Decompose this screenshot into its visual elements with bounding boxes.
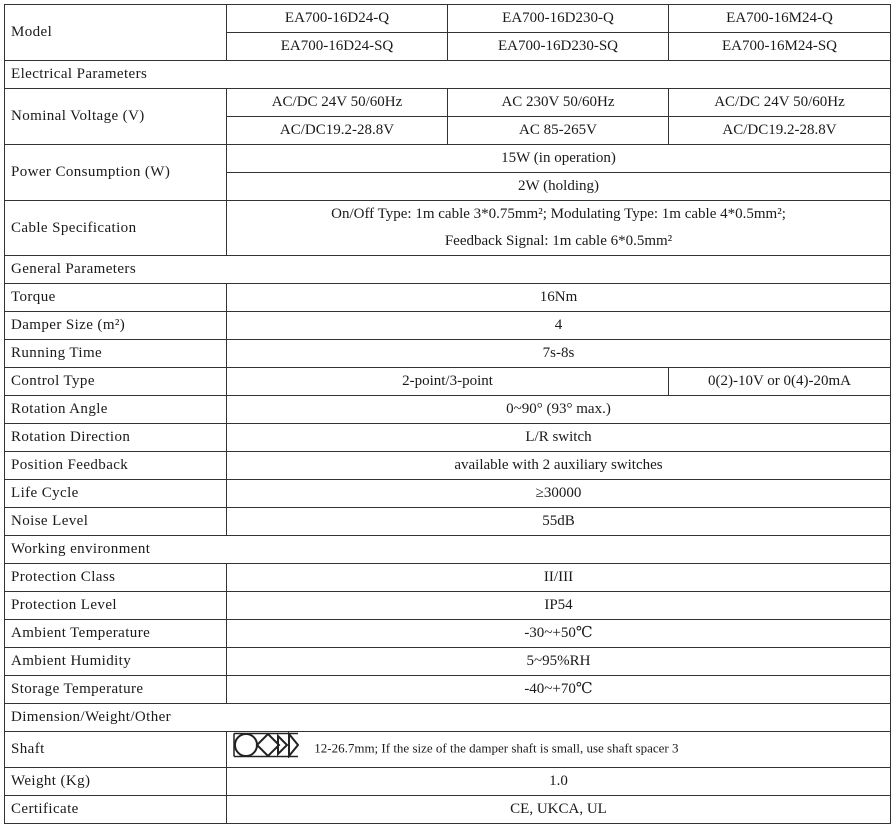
noise-level-row <box>5 508 891 536</box>
cable-row <box>5 201 891 256</box>
weight-row <box>5 768 891 796</box>
model-cell: EA700-16D230-SQ <box>448 33 669 61</box>
spec-sheet <box>4 4 891 824</box>
shaft-profile-icon <box>233 732 299 767</box>
model-row <box>5 5 891 33</box>
nominal-voltage-label: Nominal Voltage (V) <box>5 89 227 145</box>
rotation-direction-label: Rotation Direction <box>5 424 227 452</box>
position-feedback-label: Position Feedback <box>5 452 227 480</box>
voltage-cell: AC/DC 24V 50/60Hz <box>669 89 891 117</box>
ambient-temperature-value: -30~+50℃ <box>227 620 891 648</box>
section-header-dimension: Dimension/Weight/Other <box>5 704 891 732</box>
running-time-label: Running Time <box>5 340 227 368</box>
cable-line-1: On/Off Type: 1m cable 3*0.75mm²; Modulating Type: 1m cable 4*0.5mm²; <box>331 206 786 222</box>
ambient-humidity-row <box>5 648 891 676</box>
model-cell: EA700-16D24-SQ <box>227 33 448 61</box>
voltage-cell: AC/DC19.2-28.8V <box>227 117 448 145</box>
torque-value: 16Nm <box>227 284 891 312</box>
certificate-value: CE, UKCA, UL <box>227 796 891 824</box>
power-row <box>5 145 891 173</box>
shaft-row <box>5 732 891 768</box>
control-type-label: Control Type <box>5 368 227 396</box>
protection-level-value: IP54 <box>227 592 891 620</box>
protection-class-label: Protection Class <box>5 564 227 592</box>
storage-temperature-label: Storage Temperature <box>5 676 227 704</box>
section-header-general: General Parameters <box>5 256 891 284</box>
section-header-electrical: Electrical Parameters <box>5 61 891 89</box>
cable-label: Cable Specification <box>5 201 227 256</box>
life-cycle-value: ≥30000 <box>227 480 891 508</box>
control-type-row <box>5 368 891 396</box>
rotation-angle-row <box>5 396 891 424</box>
section-row <box>5 256 891 284</box>
model-cell: EA700-16D24-Q <box>227 5 448 33</box>
rotation-direction-value: L/R switch <box>227 424 891 452</box>
certificate-row <box>5 796 891 824</box>
rotation-angle-label: Rotation Angle <box>5 396 227 424</box>
weight-value: 1.0 <box>227 768 891 796</box>
protection-class-row <box>5 564 891 592</box>
control-type-value-b: 0(2)-10V or 0(4)-20mA <box>669 368 891 396</box>
voltage-cell: AC/DC19.2-28.8V <box>669 117 891 145</box>
control-type-value-a: 2-point/3-point <box>227 368 669 396</box>
section-row <box>5 61 891 89</box>
voltage-cell: AC/DC 24V 50/60Hz <box>227 89 448 117</box>
ambient-temperature-label: Ambient Temperature <box>5 620 227 648</box>
cable-value <box>227 201 891 256</box>
section-row <box>5 704 891 732</box>
rotation-angle-value: 0~90° (93° max.) <box>227 396 891 424</box>
voltage-cell: AC 85-265V <box>448 117 669 145</box>
storage-temperature-value: -40~+70℃ <box>227 676 891 704</box>
section-row <box>5 536 891 564</box>
protection-level-label: Protection Level <box>5 592 227 620</box>
shaft-value-cell <box>227 732 891 768</box>
power-label: Power Consumption (W) <box>5 145 227 201</box>
weight-label: Weight (Kg) <box>5 768 227 796</box>
noise-level-label: Noise Level <box>5 508 227 536</box>
damper-size-value: 4 <box>227 312 891 340</box>
cable-line-2: Feedback Signal: 1m cable 6*0.5mm² <box>444 233 673 249</box>
position-feedback-value: available with 2 auxiliary switches <box>227 452 891 480</box>
protection-class-value: II/III <box>227 564 891 592</box>
torque-row <box>5 284 891 312</box>
ambient-temperature-row <box>5 620 891 648</box>
life-cycle-row <box>5 480 891 508</box>
position-feedback-row <box>5 452 891 480</box>
power-holding: 2W (holding) <box>227 173 891 201</box>
model-label: Model <box>5 5 227 61</box>
shaft-label: Shaft <box>5 732 227 768</box>
damper-size-row <box>5 312 891 340</box>
storage-temperature-row <box>5 676 891 704</box>
noise-level-value: 55dB <box>227 508 891 536</box>
running-time-value: 7s-8s <box>227 340 891 368</box>
nominal-voltage-row <box>5 89 891 117</box>
power-operation: 15W (in operation) <box>227 145 891 173</box>
voltage-cell: AC 230V 50/60Hz <box>448 89 669 117</box>
shaft-value: 12-26.7mm; If the size of the damper shaft is small, use shaft spacer 3 <box>314 740 679 756</box>
ambient-humidity-value: 5~95%RH <box>227 648 891 676</box>
model-cell: EA700-16M24-SQ <box>669 33 891 61</box>
running-time-row <box>5 340 891 368</box>
torque-label: Torque <box>5 284 227 312</box>
model-cell: EA700-16D230-Q <box>448 5 669 33</box>
section-header-working: Working environment <box>5 536 891 564</box>
rotation-direction-row <box>5 424 891 452</box>
damper-size-label: Damper Size (m²) <box>5 312 227 340</box>
life-cycle-label: Life Cycle <box>5 480 227 508</box>
model-cell: EA700-16M24-Q <box>669 5 891 33</box>
certificate-label: Certificate <box>5 796 227 824</box>
specification-table <box>4 4 891 824</box>
ambient-humidity-label: Ambient Humidity <box>5 648 227 676</box>
protection-level-row <box>5 592 891 620</box>
